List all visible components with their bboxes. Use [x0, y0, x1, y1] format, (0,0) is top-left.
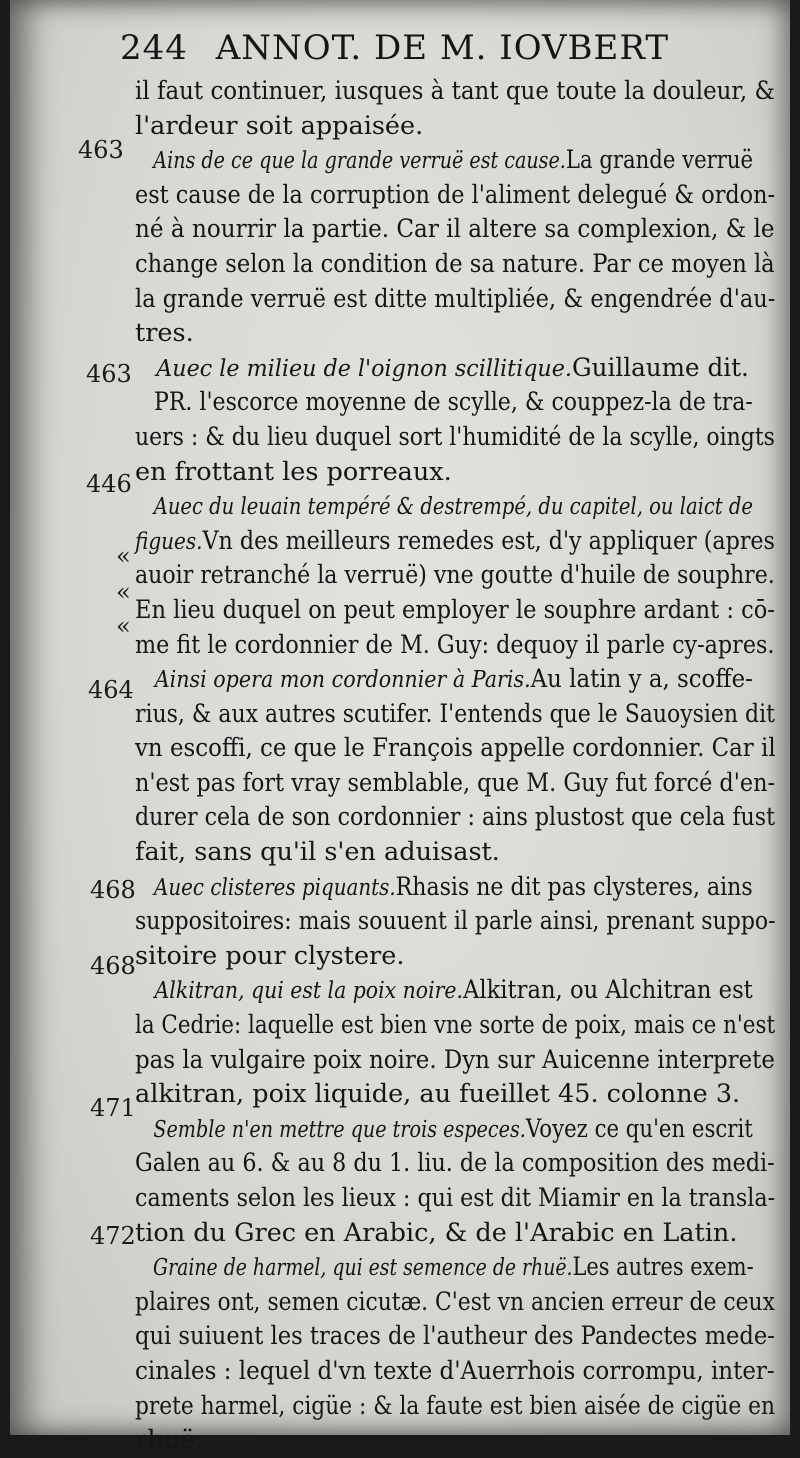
- margin-note: 471: [90, 1094, 136, 1122]
- margin-note: 472: [90, 1222, 136, 1250]
- text-line: [135, 524, 775, 559]
- text-line: [135, 178, 776, 213]
- text-line: [135, 1285, 775, 1320]
- text-line: [135, 1389, 775, 1424]
- running-header: [120, 28, 669, 68]
- line-text: alkitran, poix liquide, au fueillet 45. colonne 3.: [135, 1079, 741, 1110]
- text-line: [135, 1216, 775, 1251]
- line-text: rius, & aux autres scutifer. I'entends que le Sauoysien dit: [135, 698, 775, 729]
- line-text: fait, sans qu'il s'en aduisast.: [135, 837, 500, 868]
- lemma-italic: Graine de harmel, qui est semence de rhuë.: [153, 1255, 573, 1282]
- line-text: pas la vulgaire poix noire. Dyn sur Auicenne interprete: [135, 1044, 775, 1075]
- text-line: [135, 282, 776, 317]
- line-text: tion du Grec en Arabic, & de l'Arabic en Latin.: [135, 1217, 738, 1248]
- text-line: [135, 1319, 775, 1354]
- margin-note: 468: [90, 876, 136, 904]
- lemma-italic: Auec le milieu de l'oignon scillitique.: [156, 355, 572, 382]
- margin-note: 463: [86, 360, 132, 388]
- margin-note: 463: [78, 136, 124, 164]
- line-text: en frottant les porreaux.: [135, 456, 452, 487]
- text-line: [135, 143, 754, 178]
- line-text: suppositoires: mais souuent il parle ainsi, prenant suppo-: [135, 906, 776, 937]
- line-text: En lieu duquel on peut employer le souphre ardant : cō-: [135, 594, 775, 625]
- line-text: me fit le cordonnier de M. Guy: dequoy il parle cy-apres.: [135, 629, 775, 660]
- margin-note: 446: [86, 470, 132, 498]
- text-line: [135, 247, 775, 282]
- text-line: [135, 1043, 775, 1078]
- lemma-italic: Alkitran, qui est la poix noire.: [154, 978, 463, 1005]
- line-text: n'est pas fort vray semblable, que M. Guy fut forcé d'en-: [135, 767, 776, 798]
- quote-mark: «: [116, 578, 131, 606]
- text-line: [135, 766, 776, 801]
- text-line: [135, 74, 775, 109]
- line-text: uers : & du lieu duquel sort l'humidité de la scylle, oingts: [135, 421, 775, 452]
- line-text: Rhasis ne dit pas clysteres, ains: [395, 871, 753, 902]
- text-line: [135, 455, 775, 490]
- text-line: [135, 351, 753, 386]
- line-text: né à nourrir la partie. Car il altere sa complexion, & le: [135, 214, 775, 245]
- lemma-italic: Semble n'en mettre que trois especes.: [153, 1116, 526, 1143]
- lemma-italic: Ains de ce que la grande verruë est cause.: [153, 148, 566, 175]
- line-text: Guillaume dit.: [571, 352, 749, 383]
- line-text: auoir retranché la verruë) vne goutte d'huile de souphre.: [135, 560, 775, 591]
- line-text: durer cela de son cordonnier : ains plustost que cela fust: [135, 802, 776, 833]
- text-line: [135, 662, 753, 697]
- text-line: [135, 558, 775, 593]
- text-line: [135, 731, 776, 766]
- running-title: ANNOT. DE M. IOVBERT: [215, 28, 670, 68]
- lemma-italic: Ainsi opera mon cordonnier à Paris.: [154, 667, 531, 694]
- text-line: [135, 385, 753, 420]
- page-body-text: [135, 74, 775, 1458]
- text-line: [135, 1146, 775, 1181]
- text-line: [135, 835, 775, 870]
- line-text: la Cedrie: laquelle est bien vne sorte de poix, mais ce n'est: [135, 1010, 776, 1041]
- book-page: [10, 0, 790, 1456]
- margin-note: 468: [90, 952, 136, 980]
- line-text: vn escoffi, ce que le François appelle cordonnier. Car il: [135, 733, 776, 764]
- text-line: [135, 316, 775, 351]
- line-text: Alkitran, ou Alchitran est: [462, 975, 753, 1006]
- line-text: caments selon les lieux : qui est dit Miamir en la transla-: [135, 1183, 776, 1213]
- text-line: [135, 973, 753, 1008]
- text-line: [135, 1250, 754, 1285]
- text-line: [135, 489, 753, 524]
- line-text: tres.: [135, 318, 194, 349]
- text-line: [135, 1354, 775, 1389]
- line-text: Les autres exem-: [572, 1252, 754, 1283]
- text-line: [135, 939, 775, 974]
- line-text: La grande verruë: [565, 145, 754, 176]
- text-line: [135, 1077, 775, 1112]
- text-line: [135, 593, 775, 628]
- line-text: PR. l'escorce moyenne de scylle, & couppez-la de tra-: [154, 387, 753, 418]
- line-text: Galen au 6. & au 8 du 1. liu. de la composition des medi-: [135, 1148, 775, 1179]
- page-number: 244: [120, 28, 188, 68]
- lemma-italic: Auec clisteres piquants.: [154, 874, 396, 901]
- quote-mark: «: [116, 612, 131, 640]
- line-text: prete harmel, cigüe : & la faute est bien aisée de cigüe en: [135, 1390, 775, 1421]
- line-text: Voyez ce qu'en escrit: [525, 1113, 753, 1144]
- margin-note: 464: [88, 676, 134, 704]
- line-text: Au latin y a, scoffe-: [530, 664, 753, 695]
- text-line: [135, 800, 776, 835]
- text-line: [135, 1423, 775, 1458]
- text-line: [135, 420, 775, 455]
- line-text: l'ardeur soit appaisée.: [135, 110, 424, 141]
- line-text: plaires ont, semen cicutæ. C'est vn ancien erreur de ceux: [135, 1286, 775, 1317]
- text-line: [135, 109, 775, 144]
- line-text: qui suiuent les traces de l'autheur des Pandectes mede-: [135, 1321, 775, 1352]
- line-text: il faut continuer, iusques à tant que toute la douleur, &: [135, 76, 775, 106]
- lemma-italic: Auec du leuain tempéré & destrempé, du capitel, ou laict de: [153, 494, 753, 521]
- line-text: sitoire pour clystere.: [135, 940, 405, 971]
- line-text: change selon la condition de sa nature. Par ce moyen là: [135, 248, 775, 279]
- text-line: [135, 628, 775, 663]
- text-line: [135, 1008, 776, 1043]
- text-line: [135, 904, 776, 939]
- line-text: est cause de la corruption de l'aliment delegué & ordon-: [135, 179, 776, 210]
- line-text: cinales : lequel d'vn texte d'Auerrhois corrompu, inter-: [135, 1355, 775, 1386]
- text-line: [135, 1181, 776, 1216]
- text-line: [135, 870, 753, 905]
- line-text: la grande verruë est ditte multipliée, & engendrée d'au-: [135, 283, 776, 314]
- quote-mark: «: [116, 542, 131, 570]
- line-text: rhuë.: [135, 1425, 204, 1456]
- line-text: Vn des meilleurs remedes est, d'y appliquer (apres: [202, 525, 775, 556]
- text-line: [135, 212, 775, 247]
- lemma-italic: figues.: [135, 528, 203, 555]
- text-line: [135, 1112, 753, 1147]
- text-line: [135, 697, 775, 732]
